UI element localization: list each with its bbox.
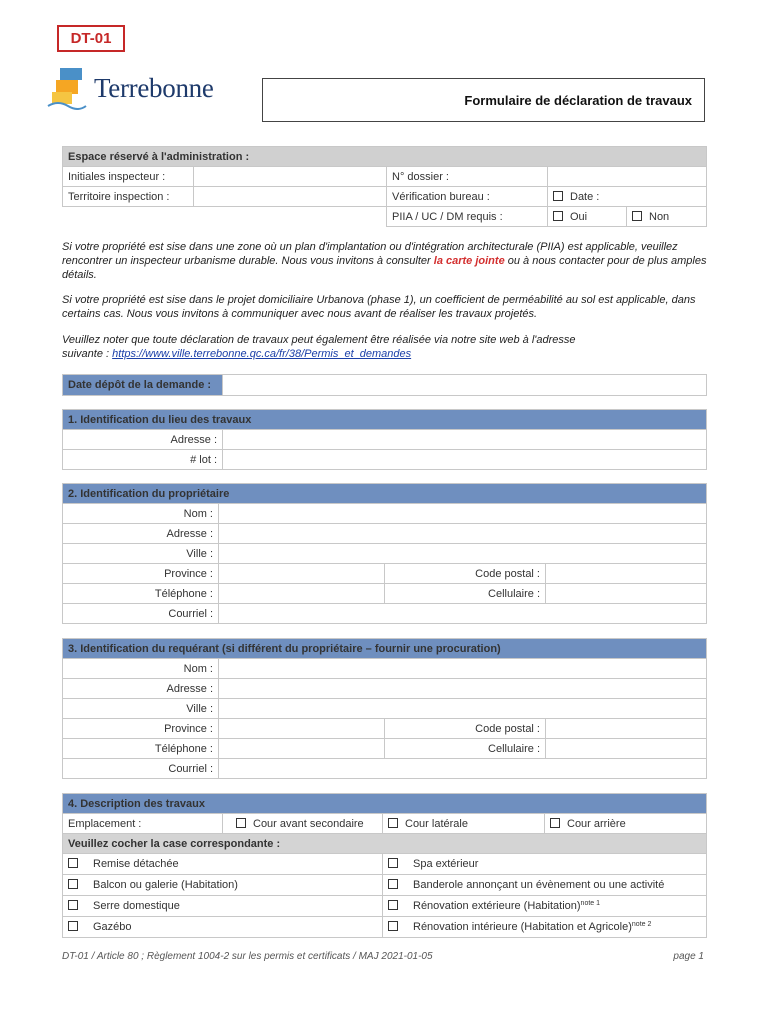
prop-ville-field[interactable] (219, 544, 707, 564)
section-3-title: 3. Identification du requérant (si différent du propriétaire – fournir une procuration) (63, 639, 707, 659)
piia-label: PIIA / UC / DM requis : (387, 207, 548, 227)
date-checkbox[interactable] (553, 191, 563, 201)
travaux-option[interactable] (63, 896, 383, 917)
req-courriel-label: Courriel : (63, 759, 219, 779)
section-1-title: 1. Identification du lieu des travaux (63, 410, 707, 430)
territoire-field[interactable] (194, 187, 387, 207)
cour-laterale-label: Cour latérale (405, 817, 468, 830)
note-1-marker: note 1 (580, 899, 601, 907)
balcon-label: Balcon ou galerie (Habitation) (93, 879, 238, 891)
req-cellulaire-label: Cellulaire : (385, 739, 546, 759)
prop-adresse-label: Adresse : (63, 524, 219, 544)
renovation-int-label: Rénovation intérieure (Habitation et Agricole) (413, 921, 632, 934)
travaux-option[interactable] (383, 854, 707, 875)
req-adresse-field[interactable] (219, 679, 707, 699)
req-adresse-label: Adresse : (63, 679, 219, 699)
remise-checkbox[interactable] (68, 858, 78, 868)
lieu-adresse-label: Adresse : (63, 430, 223, 450)
terrebonne-logo (46, 64, 236, 112)
travaux-option[interactable] (63, 854, 383, 875)
prop-cellulaire-field[interactable] (546, 584, 707, 604)
piia-oui[interactable] (548, 207, 627, 227)
admin-table (62, 146, 707, 227)
remise-label: Remise détachée (93, 858, 179, 870)
date-depot-table (62, 374, 707, 396)
prop-nom-label: Nom : (63, 504, 219, 524)
piia-non[interactable] (627, 207, 707, 227)
logo-wordmark: Terrebonne (94, 72, 214, 103)
travaux-option[interactable] (63, 917, 383, 938)
piia-paragraph (62, 240, 707, 282)
section-4-title: 4. Description des travaux (63, 794, 707, 814)
page-number: page 1 (673, 951, 704, 962)
date-label: Date : (570, 190, 600, 203)
non-label: Non (649, 210, 670, 223)
cour-avant-checkbox[interactable] (236, 818, 246, 828)
req-province-field[interactable] (219, 719, 385, 739)
date-depot-field[interactable] (223, 375, 707, 396)
travaux-option[interactable] (63, 875, 383, 896)
renovation-int-checkbox[interactable] (388, 921, 398, 931)
form-code-badge: DT-01 (57, 25, 125, 52)
gazebo-label: Gazébo (93, 921, 132, 933)
piia-text-end: ou à nous contacter pour de plus amples détails. (62, 255, 707, 281)
travaux-option[interactable] (383, 917, 707, 938)
cour-arriere-option[interactable] (545, 814, 707, 834)
prop-adresse-field[interactable] (219, 524, 707, 544)
cour-arriere-checkbox[interactable] (550, 818, 560, 828)
section-3-table (62, 638, 707, 779)
note-2-marker: note 2 (631, 920, 652, 928)
lieu-lot-label: # lot : (63, 450, 223, 470)
footer-reference: DT-01 / Article 80 ; Règlement 1004-2 sur les permis et certificats / MAJ 2021-01-05 (62, 951, 433, 962)
cour-avant-option[interactable] (223, 814, 383, 834)
section-2-title: 2. Identification du propriétaire (63, 484, 707, 504)
prop-telephone-field[interactable] (219, 584, 385, 604)
terrebonne-emblem-icon (46, 66, 88, 110)
non-checkbox[interactable] (632, 211, 642, 221)
section-1-table (62, 409, 707, 470)
instruction-row: Veuillez cocher la case correspondante : (63, 834, 707, 854)
website-paragraph (62, 333, 602, 361)
prop-cellulaire-label: Cellulaire : (385, 584, 546, 604)
initiales-label: Initiales inspecteur : (63, 167, 194, 187)
website-text: Veuillez noter que toute déclaration de travaux peut également être réalisée via notre site web à l'adresse suivante : (62, 334, 576, 360)
territoire-label: Territoire inspection : (63, 187, 194, 207)
req-code-postal-label: Code postal : (385, 719, 546, 739)
date-depot-label: Date dépôt de la demande : (63, 375, 223, 396)
prop-courriel-label: Courriel : (63, 604, 219, 624)
req-telephone-label: Téléphone : (63, 739, 219, 759)
cour-laterale-checkbox[interactable] (388, 818, 398, 828)
banderole-label: Banderole annonçant un évènement ou une activité (413, 879, 665, 891)
spa-checkbox[interactable] (388, 858, 398, 868)
section-4-table (62, 793, 707, 938)
gazebo-checkbox[interactable] (68, 921, 78, 931)
prop-code-postal-label: Code postal : (385, 564, 546, 584)
travaux-option[interactable] (383, 875, 707, 896)
lieu-adresse-field[interactable] (223, 430, 707, 450)
oui-checkbox[interactable] (553, 211, 563, 221)
section-2-table (62, 483, 707, 624)
initiales-field[interactable] (194, 167, 387, 187)
req-ville-field[interactable] (219, 699, 707, 719)
serre-checkbox[interactable] (68, 900, 78, 910)
req-province-label: Province : (63, 719, 219, 739)
form-title: Formulaire de déclaration de travaux (262, 78, 705, 122)
cour-arriere-label: Cour arrière (567, 817, 626, 830)
req-nom-field[interactable] (219, 659, 707, 679)
website-link[interactable]: https://www.ville.terrebonne.qc.ca/fr/38/Permis_et_demandes (112, 348, 412, 360)
travaux-option[interactable] (383, 896, 707, 917)
req-code-postal-field[interactable] (546, 719, 707, 739)
lieu-lot-field[interactable] (223, 450, 707, 470)
req-courriel-field[interactable] (219, 759, 707, 779)
renovation-ext-label: Rénovation extérieure (Habitation) (413, 900, 581, 913)
verification-label: Vérification bureau : (387, 187, 548, 207)
req-telephone-field[interactable] (219, 739, 385, 759)
renovation-ext-checkbox[interactable] (388, 900, 398, 910)
urbanova-paragraph: Si votre propriété est sise dans le projet domiciliaire Urbanova (phase 1), un coefficient de perméabilité au sol est applicable, dans certains cas. Nous vous invitons à communiquer avec nous avant de réaliser les travaux projetés. (62, 294, 696, 320)
req-ville-label: Ville : (63, 699, 219, 719)
prop-ville-label: Ville : (63, 544, 219, 564)
carte-jointe-link[interactable]: la carte jointe (433, 255, 505, 267)
oui-label: Oui (570, 210, 588, 223)
cour-avant-label: Cour avant secondaire (253, 817, 364, 830)
balcon-checkbox[interactable] (68, 879, 78, 889)
serre-label: Serre domestique (93, 900, 180, 912)
spa-label: Spa extérieur (413, 858, 479, 870)
banderole-checkbox[interactable] (388, 879, 398, 889)
emplacement-label: Emplacement : (63, 814, 223, 834)
req-nom-label: Nom : (63, 659, 219, 679)
dossier-field[interactable] (548, 167, 707, 187)
prop-courriel-field[interactable] (219, 604, 707, 624)
prop-code-postal-field[interactable] (546, 564, 707, 584)
cour-laterale-option[interactable] (383, 814, 545, 834)
piia-text: Si votre propriété est sise dans une zone où un plan d'implantation ou d'intégration architecturale (PIIA) est applicable, veuillez rencontrer un inspecteur urbanisme durable. Nous vous invitons à consulter (62, 241, 678, 267)
prop-telephone-label: Téléphone : (63, 584, 219, 604)
dossier-label: N° dossier : (387, 167, 548, 187)
date-field[interactable] (548, 187, 707, 207)
prop-province-field[interactable] (219, 564, 385, 584)
prop-nom-field[interactable] (219, 504, 707, 524)
admin-header: Espace réservé à l'administration : (63, 147, 707, 167)
req-cellulaire-field[interactable] (546, 739, 707, 759)
prop-province-label: Province : (63, 564, 219, 584)
